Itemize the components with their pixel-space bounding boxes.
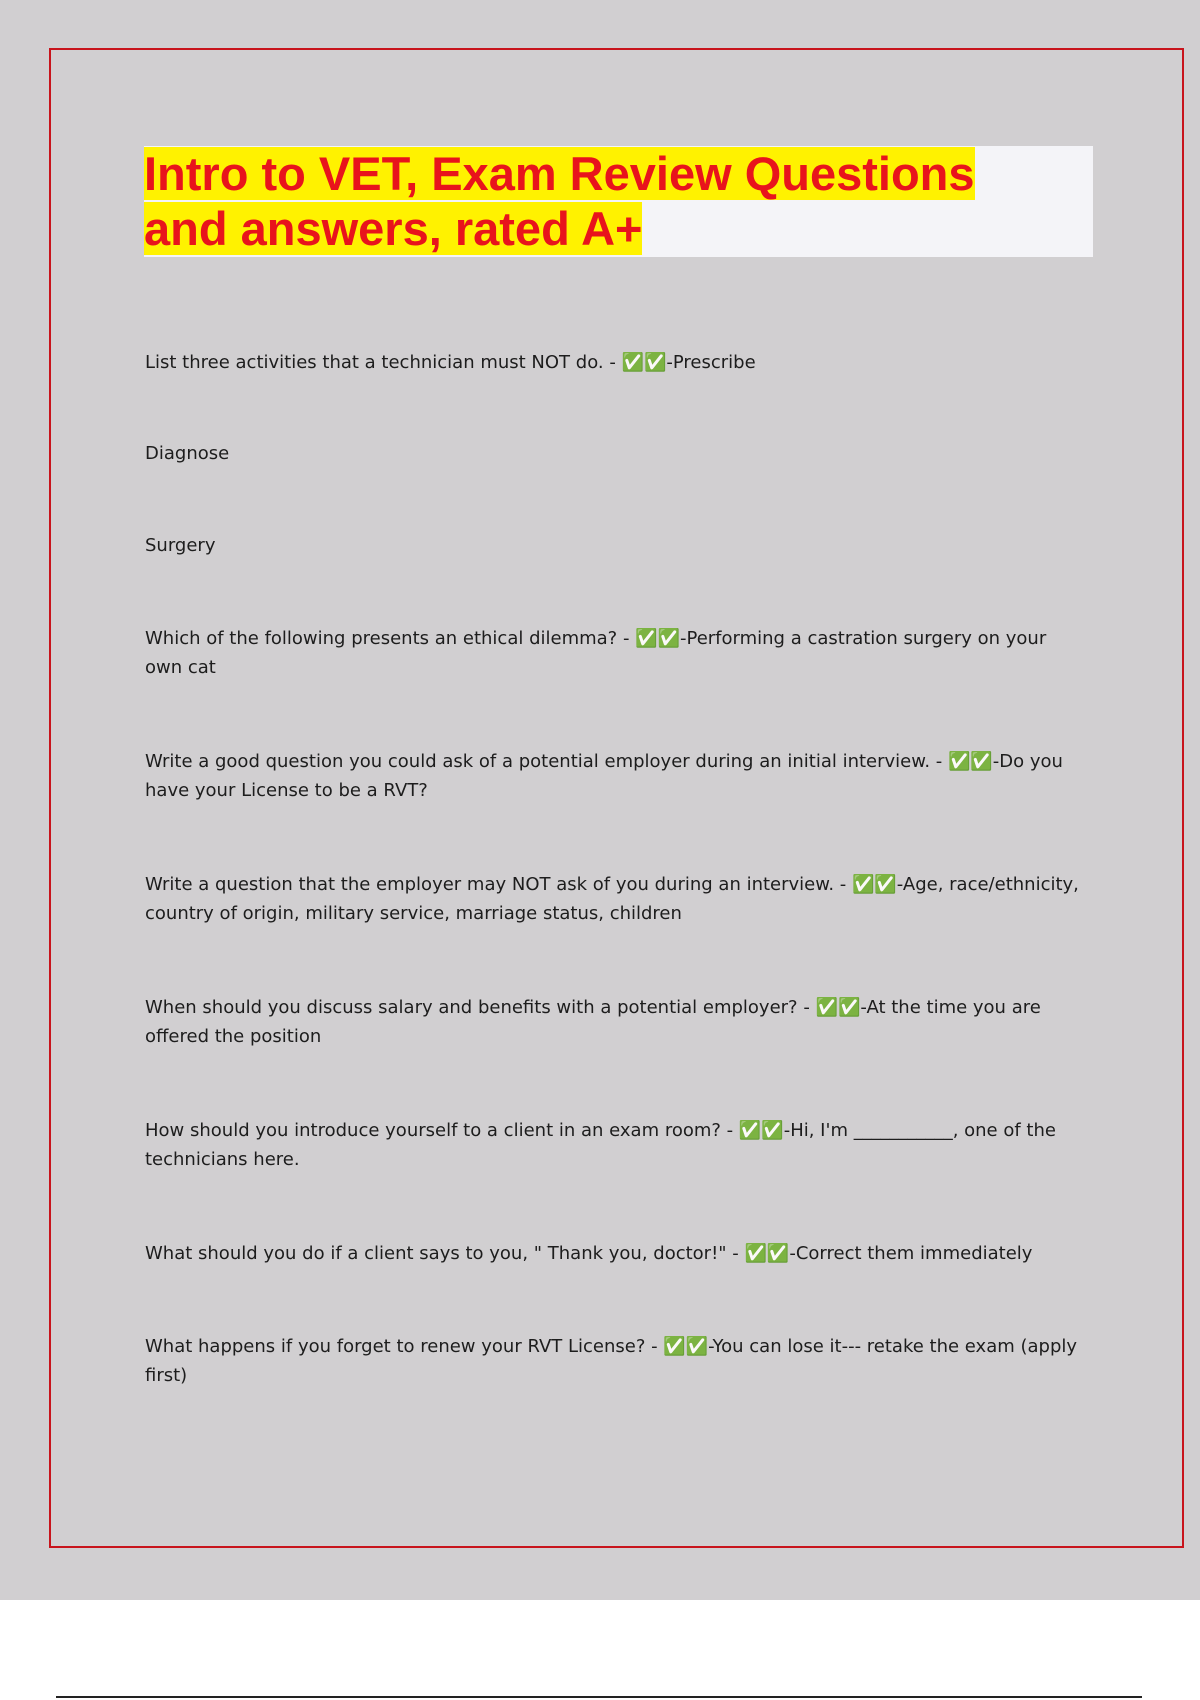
next-page-strip <box>0 1600 1200 1700</box>
footer-divider <box>56 1696 1142 1698</box>
qa-item-client-introduction: How should you introduce yourself to a client in an exam room? - ✅✅-Hi, I'm ___________, one of the technicians here. <box>145 1120 1056 1170</box>
qa-item-rvt-license-renewal: What happens if you forget to renew your RVT License? - ✅✅-You can lose it--- retake the exam (apply first) <box>145 1336 1078 1386</box>
qa-item-forbidden-question: Write a question that the employer may NOT ask of you during an interview. - ✅✅-Age, race/ethnicity, country of origin, military service, marriage status, children <box>145 874 1079 924</box>
qa-item-ethical-dilemma: Which of the following presents an ethical dilemma? - ✅✅-Performing a castration surgery on your own cat <box>145 628 1047 678</box>
document-title <box>144 146 1014 256</box>
qa-answer-line-surgery: Surgery <box>145 535 216 556</box>
qa-item-technician-restrictions: List three activities that a technician must NOT do. - ✅✅-Prescribe <box>145 352 756 373</box>
title-text: Intro to VET, Exam Review Questions and answers, rated A+ <box>144 147 975 255</box>
qa-item-salary-discussion: When should you discuss salary and benefits with a potential employer? - ✅✅-At the time you are offered the position <box>145 997 1041 1047</box>
qa-item-employer-question: Write a good question you could ask of a potential employer during an initial interview. - ✅✅-Do you have your License to be a RVT? <box>145 751 1063 801</box>
qa-item-thank-you-doctor: What should you do if a client says to you, " Thank you, doctor!" - ✅✅-Correct them immediately <box>145 1243 1033 1264</box>
qa-answer-line-diagnose: Diagnose <box>145 443 230 464</box>
